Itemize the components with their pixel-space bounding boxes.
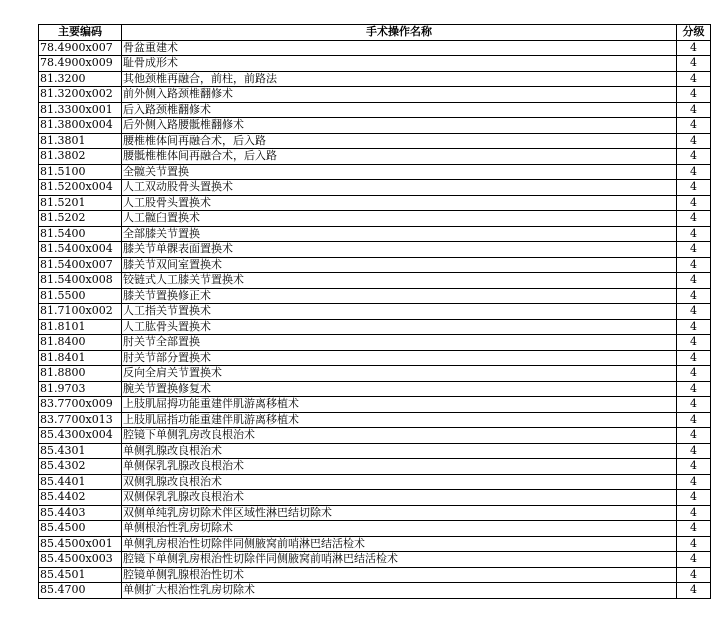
row-procedure-name: 双侧单纯乳房切除术伴区域性淋巴结切除术 xyxy=(122,505,677,521)
row-grade: 4 xyxy=(677,536,711,552)
row-grade: 4 xyxy=(677,443,711,459)
row-code: 81.3800x004 xyxy=(39,118,122,134)
table-body xyxy=(39,40,711,598)
row-procedure-name: 单侧保乳乳腺改良根治术 xyxy=(122,459,677,475)
row-procedure-name: 后外侧入路腰骶椎翻修术 xyxy=(122,118,677,134)
table-row xyxy=(39,552,711,568)
row-procedure-name: 双侧保乳乳腺改良根治术 xyxy=(122,490,677,506)
header-procedure-name: 手术操作名称 xyxy=(122,25,677,41)
row-procedure-name: 反向全肩关节置换术 xyxy=(122,366,677,382)
row-grade: 4 xyxy=(677,226,711,242)
row-code: 78.4900x009 xyxy=(39,56,122,72)
row-grade: 4 xyxy=(677,133,711,149)
table-row xyxy=(39,428,711,444)
row-grade: 4 xyxy=(677,505,711,521)
row-procedure-name: 单侧乳房根治性切除伴同侧腋窝前哨淋巴结活检术 xyxy=(122,536,677,552)
table-row xyxy=(39,505,711,521)
header-code: 主要编码 xyxy=(39,25,122,41)
row-grade: 4 xyxy=(677,40,711,56)
table-row xyxy=(39,87,711,103)
row-code: 81.5400 xyxy=(39,226,122,242)
table-row xyxy=(39,242,711,258)
row-grade: 4 xyxy=(677,164,711,180)
row-code: 85.4501 xyxy=(39,567,122,583)
row-procedure-name: 腕关节置换修复术 xyxy=(122,381,677,397)
row-grade: 4 xyxy=(677,567,711,583)
row-procedure-name: 腔镜下单侧乳房根治性切除伴同侧腋窝前哨淋巴结活检术 xyxy=(122,552,677,568)
row-grade: 4 xyxy=(677,257,711,273)
row-code: 81.5400x007 xyxy=(39,257,122,273)
row-procedure-name: 肘关节部分置换术 xyxy=(122,350,677,366)
row-code: 81.5400x008 xyxy=(39,273,122,289)
row-grade: 4 xyxy=(677,397,711,413)
table-row xyxy=(39,319,711,335)
row-procedure-name: 前外侧入路颈椎翻修术 xyxy=(122,87,677,103)
row-code: 85.4300x004 xyxy=(39,428,122,444)
table-row xyxy=(39,474,711,490)
row-procedure-name: 骨盆重建术 xyxy=(122,40,677,56)
table-row xyxy=(39,397,711,413)
row-code: 81.7100x002 xyxy=(39,304,122,320)
table-row xyxy=(39,490,711,506)
row-procedure-name: 上肢肌屈拇功能重建伴肌游离移植术 xyxy=(122,397,677,413)
row-code: 81.8401 xyxy=(39,350,122,366)
row-procedure-name: 腔镜下单侧乳房改良根治术 xyxy=(122,428,677,444)
row-grade: 4 xyxy=(677,87,711,103)
row-code: 85.4402 xyxy=(39,490,122,506)
row-procedure-name: 耻骨成形术 xyxy=(122,56,677,72)
row-code: 85.4500x001 xyxy=(39,536,122,552)
row-grade: 4 xyxy=(677,242,711,258)
row-code: 81.8800 xyxy=(39,366,122,382)
row-grade: 4 xyxy=(677,366,711,382)
table-row xyxy=(39,102,711,118)
row-grade: 4 xyxy=(677,304,711,320)
row-grade: 4 xyxy=(677,459,711,475)
table-row xyxy=(39,56,711,72)
row-procedure-name: 单侧扩大根治性乳房切除术 xyxy=(122,583,677,599)
row-grade: 4 xyxy=(677,56,711,72)
table-row xyxy=(39,273,711,289)
row-grade: 4 xyxy=(677,195,711,211)
table-row xyxy=(39,118,711,134)
row-code: 85.4302 xyxy=(39,459,122,475)
row-code: 81.3200 xyxy=(39,71,122,87)
row-code: 81.5100 xyxy=(39,164,122,180)
row-procedure-name: 后入路颈椎翻修术 xyxy=(122,102,677,118)
row-grade: 4 xyxy=(677,180,711,196)
row-code: 81.3300x001 xyxy=(39,102,122,118)
row-code: 81.5202 xyxy=(39,211,122,227)
row-grade: 4 xyxy=(677,211,711,227)
table-row xyxy=(39,567,711,583)
table-row xyxy=(39,211,711,227)
row-code: 85.4401 xyxy=(39,474,122,490)
row-grade: 4 xyxy=(677,490,711,506)
row-grade: 4 xyxy=(677,149,711,165)
row-grade: 4 xyxy=(677,552,711,568)
table-row xyxy=(39,335,711,351)
row-code: 81.5500 xyxy=(39,288,122,304)
row-procedure-name: 腰椎椎体间再融合术，后入路 xyxy=(122,133,677,149)
table-row xyxy=(39,71,711,87)
row-procedure-name: 上肢肌屈指功能重建伴肌游离移植术 xyxy=(122,412,677,428)
row-procedure-name: 铰链式人工膝关节置换术 xyxy=(122,273,677,289)
row-procedure-name: 膝关节单髁表面置换术 xyxy=(122,242,677,258)
table-row xyxy=(39,412,711,428)
row-procedure-name: 人工髋臼置换术 xyxy=(122,211,677,227)
table-row xyxy=(39,257,711,273)
table-row xyxy=(39,443,711,459)
row-grade: 4 xyxy=(677,521,711,537)
table-row xyxy=(39,304,711,320)
row-code: 81.3802 xyxy=(39,149,122,165)
row-procedure-name: 全部膝关节置换 xyxy=(122,226,677,242)
row-code: 85.4500x003 xyxy=(39,552,122,568)
table-row xyxy=(39,40,711,56)
row-procedure-name: 膝关节双间室置换术 xyxy=(122,257,677,273)
row-procedure-name: 腰骶椎椎体间再融合术，后入路 xyxy=(122,149,677,165)
row-procedure-name: 人工双动股骨头置换术 xyxy=(122,180,677,196)
surgery-grade-table xyxy=(38,24,711,599)
row-procedure-name: 其他颈椎再融合，前柱，前路法 xyxy=(122,71,677,87)
row-grade: 4 xyxy=(677,428,711,444)
row-code: 81.5200x004 xyxy=(39,180,122,196)
table-row xyxy=(39,226,711,242)
table-row xyxy=(39,180,711,196)
table-row xyxy=(39,381,711,397)
table-row xyxy=(39,583,711,599)
row-code: 81.5400x004 xyxy=(39,242,122,258)
row-grade: 4 xyxy=(677,381,711,397)
row-grade: 4 xyxy=(677,102,711,118)
row-grade: 4 xyxy=(677,71,711,87)
row-grade: 4 xyxy=(677,273,711,289)
header-grade: 分级 xyxy=(677,25,711,41)
table-row xyxy=(39,149,711,165)
row-code: 85.4700 xyxy=(39,583,122,599)
row-code: 85.4403 xyxy=(39,505,122,521)
table-row xyxy=(39,164,711,180)
row-procedure-name: 人工肱骨头置换术 xyxy=(122,319,677,335)
table-row xyxy=(39,195,711,211)
row-code: 85.4301 xyxy=(39,443,122,459)
row-procedure-name: 单侧乳腺改良根治术 xyxy=(122,443,677,459)
row-procedure-name: 全髋关节置换 xyxy=(122,164,677,180)
row-procedure-name: 膝关节置换修正术 xyxy=(122,288,677,304)
row-procedure-name: 肘关节全部置换 xyxy=(122,335,677,351)
table-row xyxy=(39,459,711,475)
table-row xyxy=(39,288,711,304)
row-procedure-name: 单侧根治性乳房切除术 xyxy=(122,521,677,537)
row-procedure-name: 人工指关节置换术 xyxy=(122,304,677,320)
table-row xyxy=(39,133,711,149)
table-row xyxy=(39,366,711,382)
table-row xyxy=(39,350,711,366)
row-grade: 4 xyxy=(677,335,711,351)
row-code: 81.3200x002 xyxy=(39,87,122,103)
row-grade: 4 xyxy=(677,118,711,134)
row-code: 81.8400 xyxy=(39,335,122,351)
row-code: 78.4900x007 xyxy=(39,40,122,56)
row-grade: 4 xyxy=(677,288,711,304)
row-code: 83.7700x009 xyxy=(39,397,122,413)
row-code: 81.3801 xyxy=(39,133,122,149)
row-grade: 4 xyxy=(677,319,711,335)
row-grade: 4 xyxy=(677,412,711,428)
row-code: 81.9703 xyxy=(39,381,122,397)
table-row xyxy=(39,536,711,552)
header-row xyxy=(39,25,711,41)
row-code: 81.5201 xyxy=(39,195,122,211)
row-grade: 4 xyxy=(677,350,711,366)
row-procedure-name: 人工股骨头置换术 xyxy=(122,195,677,211)
row-grade: 4 xyxy=(677,583,711,599)
row-code: 83.7700x013 xyxy=(39,412,122,428)
row-code: 85.4500 xyxy=(39,521,122,537)
row-procedure-name: 腔镜单侧乳腺根治性切术 xyxy=(122,567,677,583)
row-code: 81.8101 xyxy=(39,319,122,335)
row-grade: 4 xyxy=(677,474,711,490)
table-row xyxy=(39,521,711,537)
row-procedure-name: 双侧乳腺改良根治术 xyxy=(122,474,677,490)
